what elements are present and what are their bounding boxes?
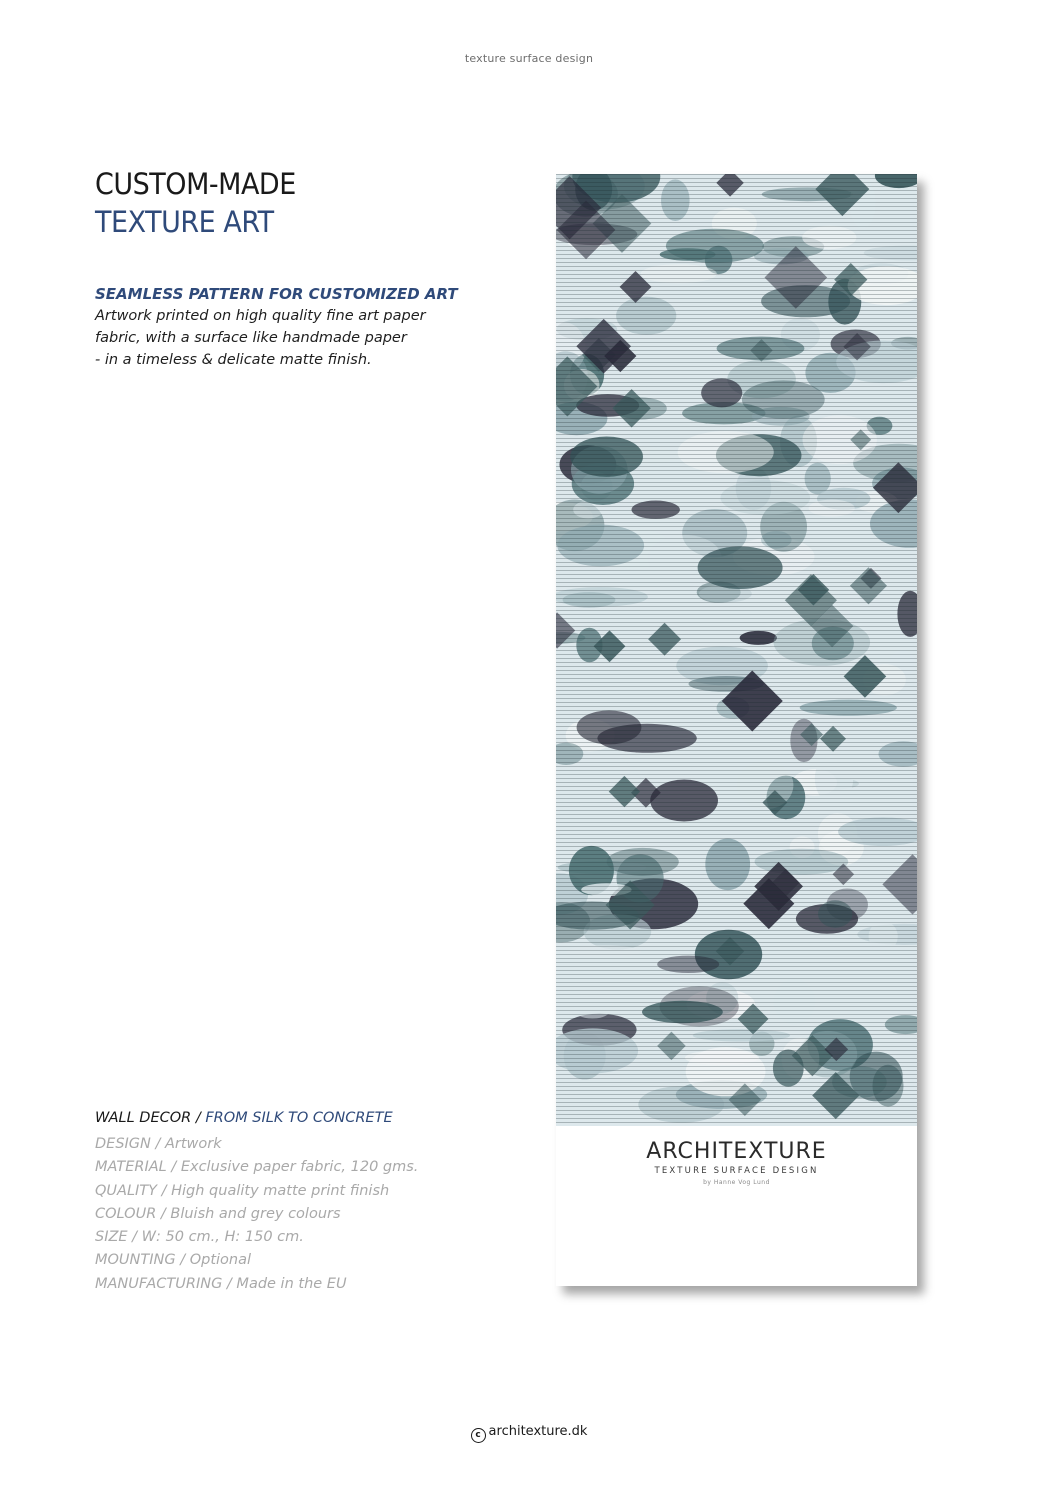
page-title-line-2: TEXTURE ART bbox=[95, 205, 274, 239]
spec-item: MOUNTING / Optional bbox=[95, 1252, 252, 1269]
brand-name: ARCHITEXTURE bbox=[646, 1139, 827, 1164]
header-text: texture surface design bbox=[464, 52, 594, 65]
footer bbox=[0, 1424, 1058, 1443]
brand-block bbox=[556, 1139, 917, 1186]
intro-heading: SEAMLESS PATTERN FOR CUSTOMIZED ART bbox=[95, 285, 458, 303]
intro-line: fabric, with a surface like handmade paper bbox=[95, 330, 407, 346]
footer-url[interactable]: architexture.dk bbox=[488, 1424, 588, 1439]
spec-item: MANUFACTURING / Made in the EU bbox=[95, 1275, 347, 1292]
spec-heading-label: WALL DECOR / bbox=[95, 1110, 201, 1126]
spec-item: DESIGN / Artwork bbox=[95, 1136, 222, 1152]
intro-line: - in a timeless & delicate matte finish. bbox=[95, 352, 372, 368]
intro-description bbox=[95, 305, 515, 371]
spec-heading bbox=[95, 1110, 393, 1126]
spec-item: SIZE / W: 50 cm., H: 150 cm. bbox=[95, 1229, 304, 1246]
spec-item: COLOUR / Bluish and grey colours bbox=[95, 1205, 341, 1222]
spec-item: MATERIAL / Exclusive paper fabric, 120 gms. bbox=[95, 1159, 419, 1176]
page-title-line-1: CUSTOM-MADE bbox=[95, 167, 296, 201]
spec-list bbox=[95, 1133, 418, 1296]
texture-artwork bbox=[556, 174, 917, 1126]
product-panel bbox=[556, 174, 917, 1286]
spec-heading-accent: FROM SILK TO CONCRETE bbox=[205, 1110, 393, 1126]
texture-artwork-image bbox=[556, 174, 917, 1126]
brand-tagline: TEXTURE SURFACE DESIGN bbox=[654, 1166, 819, 1176]
copyright-icon: c bbox=[471, 1428, 486, 1443]
brand-byline: by Hanne Vog Lund bbox=[703, 1179, 770, 1186]
intro-line: Artwork printed on high quality fine art paper bbox=[95, 308, 426, 324]
spec-item: QUALITY / High quality matte print finish bbox=[95, 1182, 390, 1199]
